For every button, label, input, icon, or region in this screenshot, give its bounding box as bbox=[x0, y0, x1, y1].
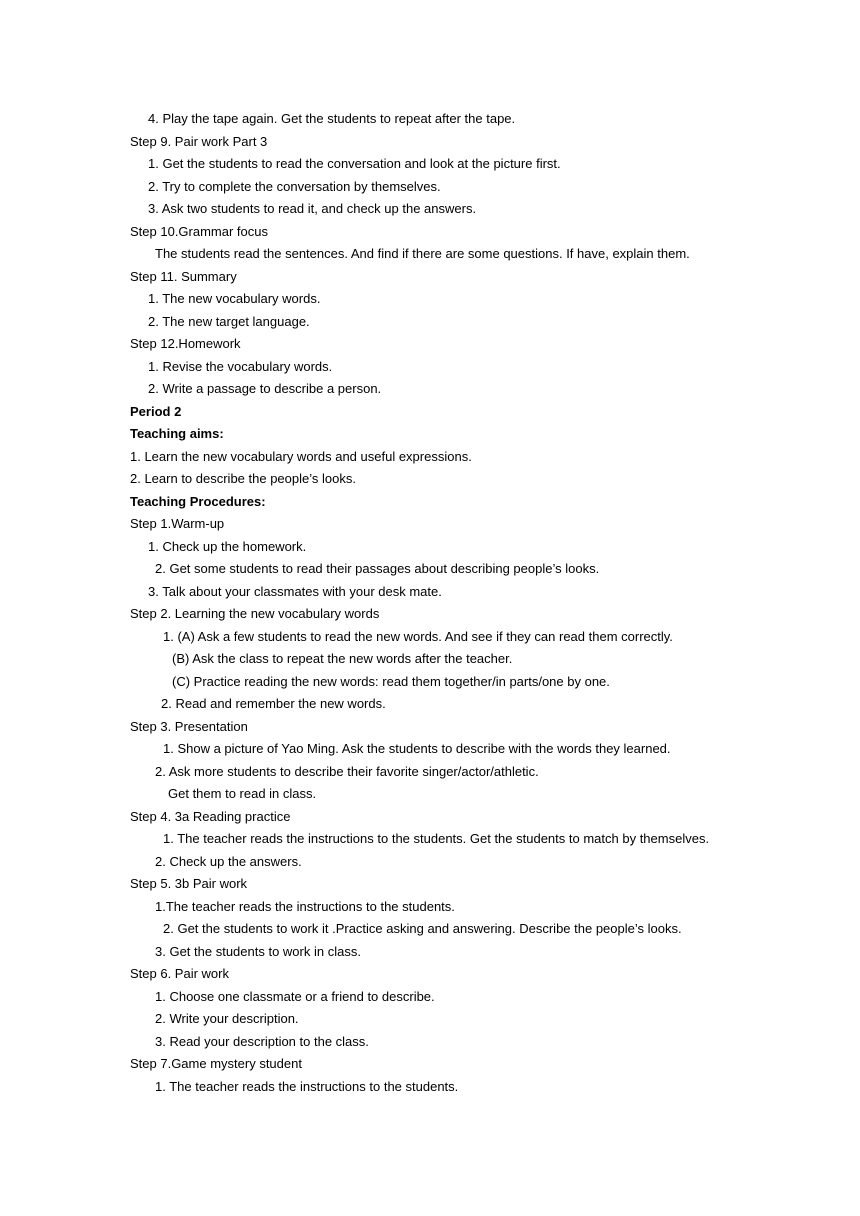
text-line: 1. Revise the vocabulary words. bbox=[148, 358, 333, 374]
text-line: Get them to read in class. bbox=[168, 786, 317, 801]
text-line: Step 11. Summary bbox=[130, 268, 237, 284]
text-line: 2. Write your description. bbox=[155, 1011, 299, 1026]
text-line: (C) Practice reading the new words: read them together/in parts/one by one. bbox=[172, 673, 610, 689]
text-line: Step 10.Grammar focus bbox=[130, 223, 268, 239]
text-line: 1. The teacher reads the instructions to the students. Get the students to match by themselves. bbox=[163, 831, 710, 846]
text-line: 1. Learn the new vocabulary words and useful expressions. bbox=[130, 448, 472, 464]
text-line: 3. Ask two students to read it, and check up the answers. bbox=[148, 201, 477, 216]
text-line: 2. Write a passage to describe a person. bbox=[148, 381, 382, 396]
text-line: 1. Get the students to read the conversation and look at the picture first. bbox=[148, 156, 561, 171]
text-line: 1.The teacher reads the instructions to the students. bbox=[155, 898, 455, 914]
text-line: 1. (A) Ask a few students to read the new words. And see if they can read them correctly. bbox=[163, 628, 673, 644]
text-line: Step 3. Presentation bbox=[130, 718, 248, 734]
text-line: 4. Play the tape again. Get the students to repeat after the tape. bbox=[148, 111, 516, 126]
text-line: Step 2. Learning the new vocabulary words bbox=[130, 606, 380, 621]
text-line: Step 12.Homework bbox=[130, 336, 241, 351]
text-line: 1. Choose one classmate or a friend to describe. bbox=[155, 988, 435, 1004]
text-line: 2. Get the students to work it .Practice asking and answering. Describe the people’s looks. bbox=[163, 921, 682, 936]
text-line: 2. The new target language. bbox=[148, 313, 310, 329]
text-line: 3. Read your description to the class. bbox=[155, 1033, 369, 1049]
section-heading: Period 2 bbox=[130, 403, 182, 419]
text-line: Step 7.Game mystery student bbox=[130, 1056, 302, 1071]
text-line: Step 4. 3a Reading practice bbox=[130, 808, 291, 824]
text-line: 1. The teacher reads the instructions to the students. bbox=[155, 1078, 459, 1094]
text-line: 2. Learn to describe the people’s looks. bbox=[130, 471, 356, 486]
document-page bbox=[0, 110, 860, 1100]
text-line: 3. Get the students to work in class. bbox=[155, 943, 361, 959]
text-line: 2. Get some students to read their passages about describing people’s looks. bbox=[155, 561, 600, 576]
text-line: 1. Check up the homework. bbox=[148, 538, 307, 554]
section-heading: Teaching aims: bbox=[130, 426, 224, 441]
text-line: 2. Check up the answers. bbox=[155, 853, 302, 869]
text-line: 3. Talk about your classmates with your desk mate. bbox=[148, 583, 442, 599]
text-line: (B) Ask the class to repeat the new words after the teacher. bbox=[172, 651, 513, 666]
section-heading: Teaching Procedures: bbox=[130, 493, 266, 509]
text-line: 1. Show a picture of Yao Ming. Ask the students to describe with the words they learned. bbox=[163, 741, 671, 756]
text-line: Step 6. Pair work bbox=[130, 966, 229, 981]
text-line: 2. Ask more students to describe their favorite singer/actor/athletic. bbox=[155, 763, 539, 779]
text-line: Step 5. 3b Pair work bbox=[130, 876, 248, 891]
text-line: 2. Read and remember the new words. bbox=[161, 696, 386, 711]
text-line: 2. Try to complete the conversation by themselves. bbox=[148, 178, 441, 194]
text-line: The students read the sentences. And find if there are some questions. If have, explain them. bbox=[155, 246, 690, 261]
text-line: Step 1.Warm-up bbox=[130, 516, 225, 531]
text-line: 1. The new vocabulary words. bbox=[148, 291, 321, 306]
text-line: Step 9. Pair work Part 3 bbox=[130, 133, 268, 149]
